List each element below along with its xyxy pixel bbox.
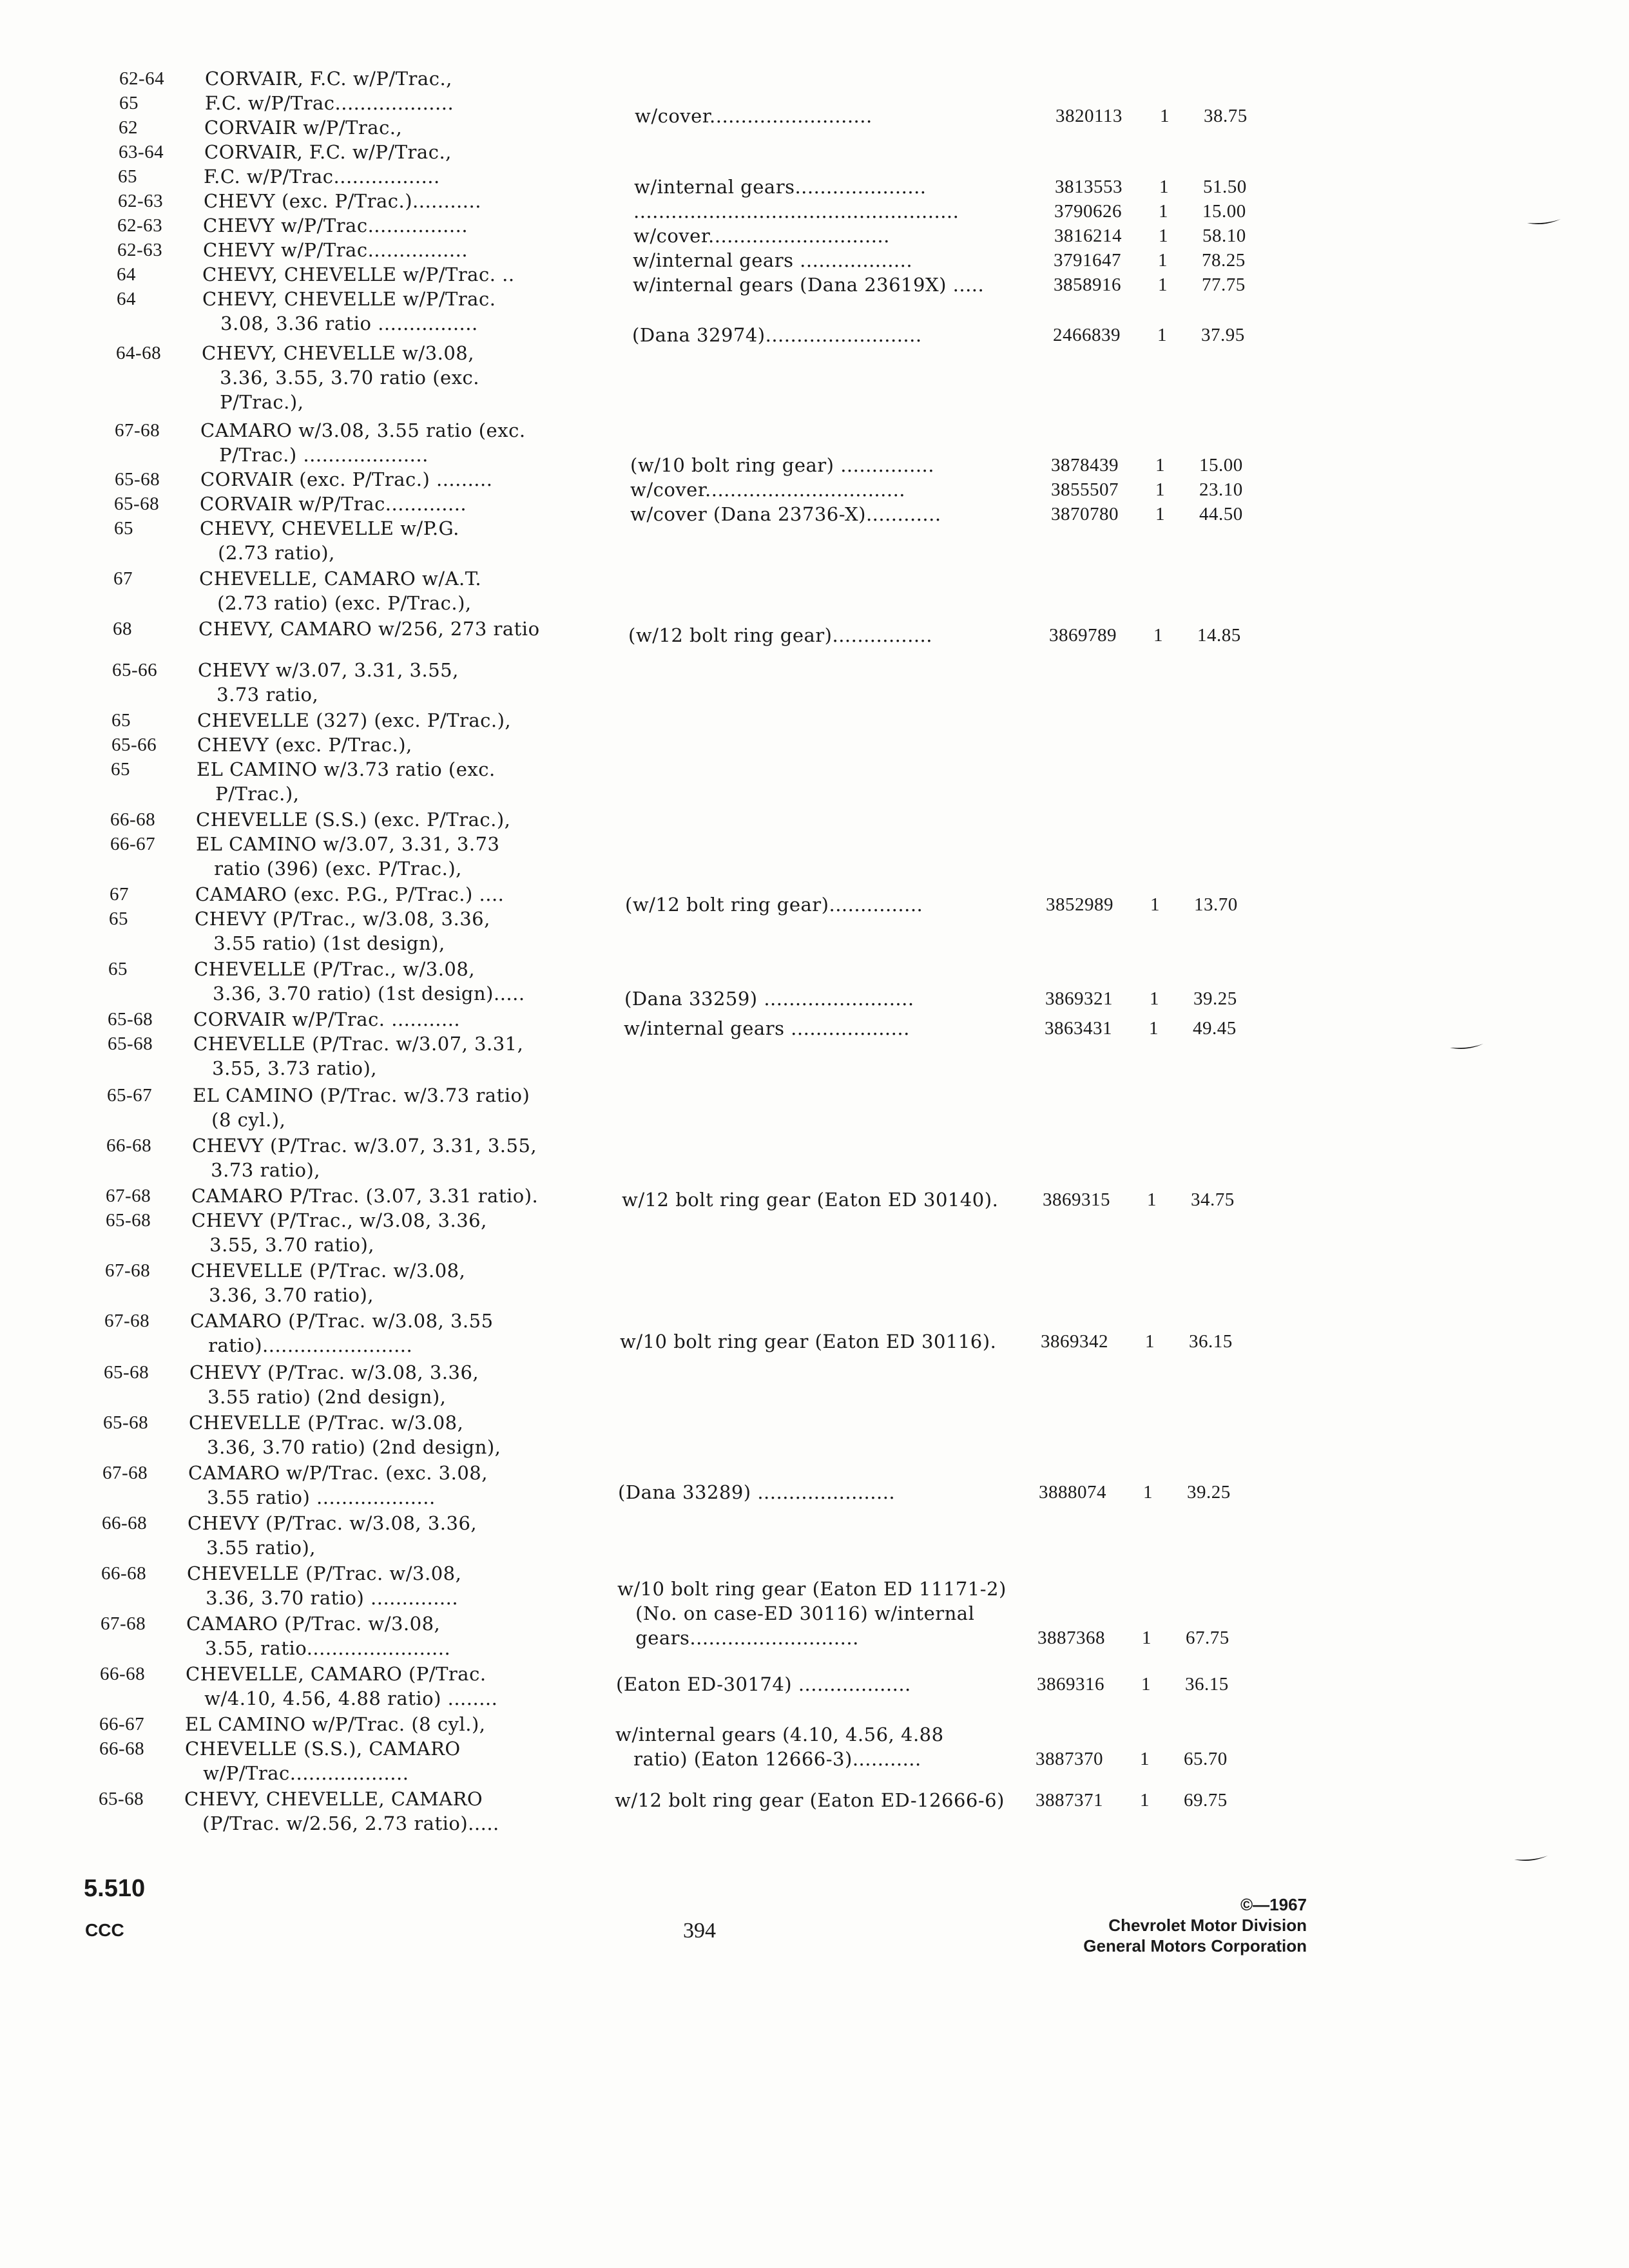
- part-note: w/internal gears ...................: [624, 1017, 910, 1039]
- model-year: 67-68: [101, 1613, 146, 1634]
- part-quantity: 1: [1147, 1189, 1157, 1210]
- model-description: 3.36, 3.70 ratio) (2nd design),: [188, 1436, 501, 1458]
- model-year: 67-68: [106, 1186, 151, 1206]
- publisher-block: [1083, 1894, 1307, 1956]
- part-note: w/cover.............................: [633, 225, 890, 247]
- model-year: 65-68: [104, 1362, 149, 1383]
- model-description: CHEVY, CAMARO w/256, 273 ratio: [198, 618, 540, 640]
- part-price: 49.45: [1193, 1018, 1237, 1039]
- part-note: w/cover..........................: [635, 105, 872, 127]
- model-year: 62: [119, 117, 138, 138]
- model-description: CORVAIR (exc. P/Trac.) .........: [200, 468, 493, 490]
- part-price: 78.25: [1202, 250, 1246, 271]
- part-quantity: 1: [1159, 201, 1168, 222]
- model-year: 66-67: [110, 834, 156, 854]
- model-description: (P/Trac. w/2.56, 2.73 ratio).....: [184, 1812, 499, 1834]
- part-quantity: 1: [1159, 226, 1168, 246]
- model-description: CHEVY, CHEVELLE w/3.08,: [202, 342, 474, 364]
- model-year: 65-68: [99, 1789, 144, 1809]
- part-price: 23.10: [1199, 479, 1243, 500]
- model-description: CHEVELLE (P/Trac. w/3.07, 3.31,: [193, 1033, 524, 1055]
- model-description: CHEVY (P/Trac., w/3.08, 3.36,: [191, 1209, 487, 1231]
- model-description: CHEVY w/3.07, 3.31, 3.55,: [198, 659, 459, 681]
- part-quantity: 1: [1160, 106, 1170, 126]
- model-year: 65-68: [108, 1033, 153, 1054]
- part-quantity: 1: [1140, 1790, 1150, 1811]
- part-number: 3887371: [1036, 1790, 1103, 1811]
- part-number: 3869321: [1045, 988, 1113, 1009]
- model-description: P/Trac.) ....................: [200, 444, 429, 466]
- part-note: w/internal gears.....................: [634, 176, 927, 198]
- model-description: CAMARO w/P/Trac. (exc. 3.08,: [188, 1462, 488, 1484]
- model-description: CHEVELLE, CAMARO (P/Trac.: [186, 1663, 487, 1685]
- model-description: CHEVY, CHEVELLE, CAMARO: [184, 1788, 483, 1810]
- model-year: 65-68: [106, 1210, 151, 1231]
- part-number: 3813553: [1055, 177, 1123, 197]
- part-number: 3852989: [1046, 894, 1113, 915]
- part-price: 14.85: [1197, 625, 1241, 646]
- model-description: 3.55, 3.73 ratio),: [193, 1057, 378, 1079]
- model-year: 68: [113, 619, 132, 639]
- model-year: 66-68: [110, 809, 156, 830]
- model-description: CHEVY w/P/Trac................: [203, 215, 468, 236]
- part-price: 36.15: [1189, 1331, 1233, 1352]
- part-number: 3888074: [1039, 1482, 1106, 1503]
- model-year: 65-68: [115, 469, 160, 490]
- model-description: EL CAMINO w/3.73 ratio (exc.: [197, 758, 496, 780]
- model-description: EL CAMINO (P/Trac. w/3.73 ratio): [193, 1084, 530, 1106]
- part-note: w/internal gears (4.10, 4.56, 4.88: [615, 1724, 944, 1745]
- part-number: 3855507: [1051, 479, 1119, 500]
- model-year: 65: [111, 759, 130, 780]
- model-description: CORVAIR w/P/Trac.,: [204, 117, 403, 139]
- model-year: 65-68: [108, 1009, 153, 1030]
- part-number: 3863431: [1045, 1018, 1112, 1039]
- part-number: 3887370: [1036, 1749, 1103, 1769]
- model-description: CHEVELLE (P/Trac. w/3.08,: [187, 1562, 462, 1584]
- page-number: 394: [683, 1919, 716, 1943]
- part-price: 51.50: [1203, 177, 1247, 197]
- model-description: w/4.10, 4.56, 4.88 ratio) ........: [186, 1687, 498, 1709]
- model-year: 67: [110, 884, 129, 905]
- model-description: 3.55 ratio),: [188, 1537, 316, 1559]
- part-quantity: 1: [1140, 1749, 1150, 1769]
- model-description: 3.36, 3.70 ratio),: [190, 1284, 374, 1306]
- part-quantity: 1: [1141, 1674, 1151, 1695]
- copyright-notice: ©—1967: [1240, 1895, 1307, 1914]
- model-year: 67-68: [115, 420, 160, 441]
- part-number: 2466839: [1053, 325, 1121, 345]
- model-description: CHEVY (P/Trac. w/3.07, 3.31, 3.55,: [192, 1135, 537, 1157]
- part-price: 39.25: [1193, 988, 1237, 1009]
- model-description: CHEVY, CHEVELLE w/P/Trac. ..: [202, 264, 515, 285]
- part-quantity: 1: [1153, 625, 1163, 646]
- model-year: 64: [117, 289, 136, 309]
- part-note: w/10 bolt ring gear (Eaton ED 30116).: [620, 1331, 997, 1352]
- part-note: w/cover (Dana 23736-X)............: [630, 503, 941, 525]
- part-quantity: 1: [1155, 479, 1165, 500]
- model-description: CHEVY (exc. P/Trac.),: [197, 734, 412, 756]
- part-quantity: 1: [1142, 1628, 1152, 1648]
- model-description: CHEVELLE (S.S.) (exc. P/Trac.),: [196, 809, 511, 831]
- part-price: 38.75: [1204, 106, 1248, 126]
- model-year: 65: [109, 908, 128, 929]
- part-price: 15.00: [1199, 455, 1243, 476]
- model-description: ratio)........................: [189, 1334, 413, 1356]
- part-quantity: 1: [1158, 274, 1168, 295]
- model-description: (2.73 ratio) (exc. P/Trac.),: [198, 592, 472, 614]
- model-description: 3.36, 3.55, 3.70 ratio (exc.: [201, 367, 480, 389]
- part-price: 58.10: [1202, 226, 1246, 246]
- model-description: 3.55, 3.70 ratio),: [191, 1234, 375, 1256]
- part-note: (Eaton ED-30174) ..................: [616, 1673, 911, 1695]
- model-description: (8 cyl.),: [193, 1109, 286, 1131]
- part-quantity: 1: [1159, 177, 1169, 197]
- part-number: 3820113: [1055, 106, 1123, 126]
- model-year: 65: [119, 93, 139, 113]
- model-description: F.C. w/P/Trac.................: [204, 166, 440, 187]
- part-note: ratio) (Eaton 12666-3)...........: [615, 1748, 921, 1770]
- part-price: 13.70: [1194, 894, 1238, 915]
- model-description: ratio (396) (exc. P/Trac.),: [195, 858, 462, 879]
- model-description: w/P/Trac...................: [184, 1762, 409, 1784]
- model-year: 67-68: [102, 1463, 148, 1483]
- model-year: 67-68: [104, 1311, 150, 1331]
- part-number: 3869315: [1043, 1189, 1110, 1210]
- part-note: (Dana 33259) ........................: [624, 988, 914, 1010]
- catalog-code: CCC: [85, 1920, 124, 1940]
- model-year: 66-68: [102, 1513, 148, 1533]
- part-number: 3790626: [1054, 201, 1122, 222]
- part-note: w/internal gears (Dana 23619X) .....: [633, 274, 985, 296]
- part-quantity: 1: [1155, 504, 1165, 524]
- model-description: CAMARO (P/Trac. w/3.08, 3.55: [190, 1310, 494, 1332]
- part-number: 3858916: [1054, 274, 1121, 295]
- part-number: 3887368: [1037, 1628, 1105, 1648]
- model-year: 65-66: [112, 660, 158, 680]
- model-year: 67: [113, 568, 133, 589]
- model-year: 64: [117, 264, 136, 285]
- part-price: 39.25: [1187, 1482, 1231, 1503]
- part-price: 65.70: [1184, 1749, 1228, 1769]
- part-note: w/10 bolt ring gear (Eaton ED 11171-2): [617, 1578, 1007, 1600]
- model-description: EL CAMINO w/3.07, 3.31, 3.73: [196, 833, 500, 855]
- model-description: CAMARO w/3.08, 3.55 ratio (exc.: [200, 419, 526, 441]
- model-year: 66-68: [100, 1664, 146, 1684]
- model-description: CHEVELLE (P/Trac., w/3.08,: [194, 958, 476, 980]
- part-quantity: 1: [1150, 988, 1159, 1009]
- model-year: 65: [111, 710, 131, 731]
- binder-punch-mark: [1450, 1044, 1483, 1052]
- model-year: 63-64: [119, 142, 164, 162]
- model-year: 65-67: [107, 1085, 153, 1106]
- model-year: 65: [118, 166, 137, 187]
- model-description: 3.55 ratio) ...................: [188, 1486, 436, 1508]
- section-number: 5.510: [84, 1875, 146, 1902]
- model-year: 65: [108, 959, 128, 979]
- model-year: 67-68: [105, 1260, 151, 1281]
- part-note: (w/10 bolt ring gear) ...............: [630, 454, 934, 476]
- part-note: (No. on case-ED 30116) w/internal: [617, 1602, 975, 1624]
- binder-punch-mark: [1527, 219, 1561, 227]
- part-note: (Dana 33289) ......................: [618, 1481, 896, 1503]
- model-description: CHEVELLE (P/Trac. w/3.08,: [189, 1412, 464, 1434]
- model-description: 3.36, 3.70 ratio) ..............: [187, 1587, 459, 1609]
- model-year: 66-68: [99, 1738, 145, 1759]
- part-note: w/12 bolt ring gear (Eaton ED 30140).: [622, 1189, 999, 1211]
- model-description: CORVAIR, F.C. w/P/Trac.,: [205, 68, 452, 90]
- model-description: CHEVY (exc. P/Trac.)...........: [204, 190, 481, 212]
- model-description: CHEVELLE, CAMARO w/A.T.: [199, 568, 482, 590]
- part-note: w/12 bolt ring gear (Eaton ED-12666-6): [615, 1789, 1005, 1811]
- corporation-name: General Motors Corporation: [1083, 1936, 1307, 1956]
- model-description: CORVAIR w/P/Trac.............: [200, 493, 467, 515]
- model-year: 65-68: [103, 1412, 149, 1433]
- model-description: 3.55 ratio) (2nd design),: [189, 1386, 447, 1408]
- part-note: gears...........................: [617, 1627, 859, 1649]
- model-description: 3.08, 3.36 ratio ................: [202, 312, 478, 334]
- part-price: 34.75: [1191, 1189, 1235, 1210]
- part-note: w/internal gears ..................: [633, 249, 913, 271]
- model-description: CHEVELLE (S.S.), CAMARO: [185, 1738, 461, 1760]
- model-description: CHEVY, CHEVELLE w/P/Trac.: [202, 288, 496, 310]
- model-year: 66-68: [101, 1563, 147, 1584]
- model-description: CHEVY (P/Trac. w/3.08, 3.36,: [188, 1512, 477, 1534]
- model-year: 62-63: [118, 191, 164, 211]
- model-description: CORVAIR w/P/Trac. ...........: [193, 1008, 461, 1030]
- part-note: w/cover................................: [630, 479, 906, 501]
- part-quantity: 1: [1143, 1482, 1153, 1503]
- part-number: 3878439: [1051, 455, 1119, 476]
- part-quantity: 1: [1145, 1331, 1155, 1352]
- model-year: 62-64: [119, 68, 165, 89]
- part-number: 3816214: [1054, 226, 1122, 246]
- model-description: (2.73 ratio),: [199, 542, 335, 564]
- part-price: 44.50: [1199, 504, 1243, 524]
- model-description: CHEVELLE (327) (exc. P/Trac.),: [197, 709, 512, 731]
- model-description: F.C. w/P/Trac...................: [205, 92, 454, 114]
- model-description: CORVAIR, F.C. w/P/Trac.,: [204, 141, 452, 163]
- part-price: 69.75: [1184, 1790, 1228, 1811]
- model-year: 62-63: [117, 215, 163, 236]
- part-quantity: 1: [1149, 1018, 1159, 1039]
- model-description: 3.55 ratio) (1st design),: [195, 932, 445, 954]
- part-number: 3870780: [1051, 504, 1119, 524]
- model-description: EL CAMINO w/P/Trac. (8 cyl.),: [185, 1713, 486, 1735]
- model-year: 64-68: [116, 343, 162, 363]
- model-year: 66-68: [106, 1135, 152, 1156]
- part-quantity: 1: [1157, 325, 1167, 345]
- model-description: CAMARO (exc. P.G., P/Trac.) ....: [195, 883, 505, 905]
- model-description: CHEVY, CHEVELLE w/P.G.: [200, 517, 459, 539]
- model-description: CHEVY (P/Trac., w/3.08, 3.36,: [195, 908, 490, 930]
- part-number: 3869316: [1037, 1674, 1104, 1695]
- model-description: 3.73 ratio),: [192, 1159, 321, 1181]
- part-price: 77.75: [1202, 274, 1246, 295]
- part-price: 67.75: [1186, 1628, 1229, 1648]
- part-note: (Dana 32974).........................: [632, 324, 922, 346]
- model-description: CHEVY w/P/Trac................: [203, 239, 468, 261]
- model-year: 65-68: [114, 494, 160, 514]
- model-description: CAMARO P/Trac. (3.07, 3.31 ratio).: [191, 1185, 539, 1207]
- part-number: 3869789: [1049, 625, 1117, 646]
- binder-punch-mark: [1514, 1856, 1548, 1863]
- part-quantity: 1: [1150, 894, 1160, 915]
- part-note: (w/12 bolt ring gear)................: [628, 624, 932, 646]
- model-description: CHEVELLE (P/Trac. w/3.08,: [191, 1260, 466, 1282]
- model-description: 3.36, 3.70 ratio) (1st design).....: [194, 983, 525, 1004]
- model-description: CHEVY (P/Trac. w/3.08, 3.36,: [189, 1361, 479, 1383]
- model-year: 62-63: [117, 240, 163, 260]
- part-number: 3869342: [1041, 1331, 1108, 1352]
- model-year: 65-66: [111, 735, 157, 755]
- part-quantity: 1: [1155, 455, 1165, 476]
- part-note: (w/12 bolt ring gear)...............: [625, 894, 923, 916]
- model-description: P/Trac.),: [201, 391, 304, 413]
- model-year: 65: [114, 518, 133, 539]
- part-price: 37.95: [1201, 325, 1245, 345]
- part-number: 3791647: [1054, 250, 1121, 271]
- part-price: 15.00: [1202, 201, 1246, 222]
- division-name: Chevrolet Motor Division: [1108, 1916, 1307, 1935]
- model-description: P/Trac.),: [197, 783, 300, 805]
- part-price: 36.15: [1185, 1674, 1229, 1695]
- model-description: 3.73 ratio,: [198, 684, 319, 706]
- model-description: 3.55, ratio.......................: [186, 1637, 451, 1659]
- model-year: 66-67: [99, 1714, 145, 1735]
- model-description: CAMARO (P/Trac. w/3.08,: [186, 1613, 441, 1635]
- part-note: ....................................................: [633, 200, 959, 222]
- part-quantity: 1: [1158, 250, 1168, 271]
